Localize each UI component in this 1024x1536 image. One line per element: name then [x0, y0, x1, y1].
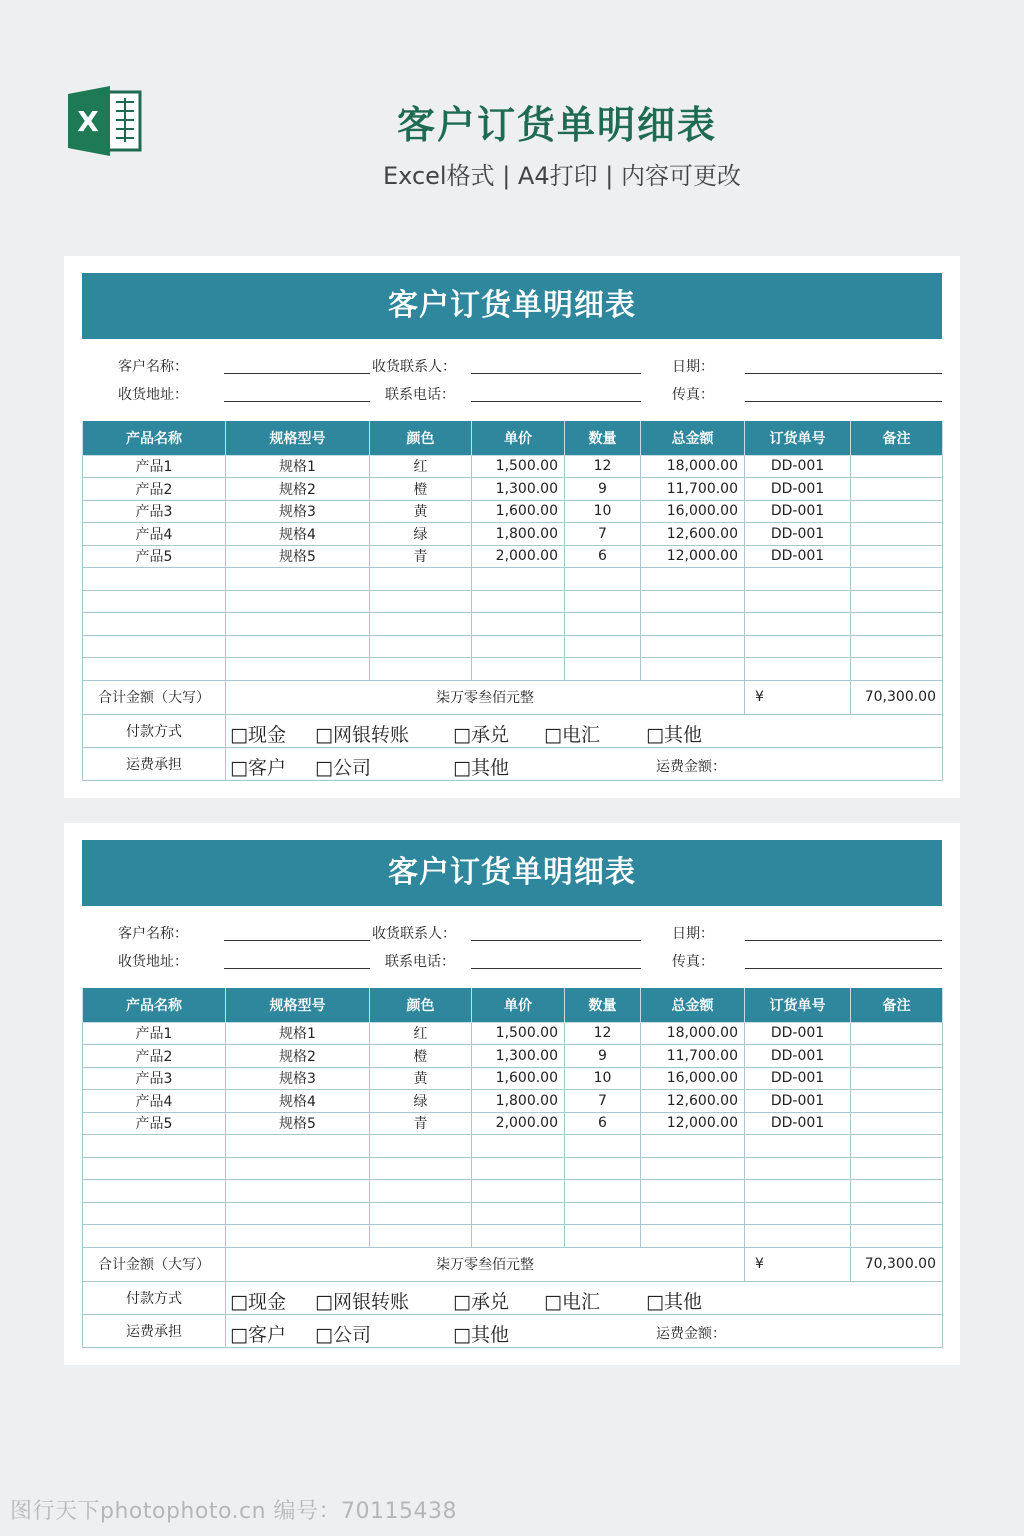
col-order-no: 订货单号 [745, 988, 851, 1022]
page-header [0, 0, 1024, 230]
cell[interactable] [851, 635, 943, 658]
payment-options [226, 1281, 943, 1314]
cell[interactable] [472, 568, 565, 591]
total-amount[interactable]: 70,300.00 [851, 680, 943, 714]
cell[interactable] [83, 635, 226, 658]
cell[interactable]: DD-001 [745, 1112, 851, 1135]
freight-company-checkbox[interactable]: □公司 [315, 756, 371, 779]
col-color: 颜色 [370, 988, 472, 1022]
page-title: 客户订货单明细表 [396, 103, 717, 147]
cell[interactable] [83, 613, 226, 636]
payment-bank-transfer-checkbox[interactable]: □网银转账 [315, 1290, 409, 1313]
payment-wire-checkbox[interactable]: □电汇 [544, 723, 600, 746]
table-row [83, 1090, 943, 1113]
col-total: 总金额 [641, 988, 745, 1022]
cell[interactable] [565, 1157, 641, 1180]
col-product-name: 产品名称 [83, 988, 226, 1022]
cell[interactable] [226, 568, 370, 591]
cell[interactable] [565, 613, 641, 636]
cell[interactable] [472, 1225, 565, 1248]
total-row [83, 680, 943, 714]
col-remark: 备注 [851, 421, 943, 455]
freight-row [83, 1314, 943, 1347]
cell[interactable] [565, 1225, 641, 1248]
table-row [83, 500, 943, 523]
total-label: 合计金额（大写） [83, 680, 226, 714]
cell[interactable] [851, 658, 943, 681]
cell[interactable]: 产品1 [83, 455, 226, 478]
freight-other-checkbox[interactable]: □其他 [453, 756, 509, 779]
cell[interactable]: 青 [370, 1112, 472, 1135]
cell[interactable] [851, 590, 943, 613]
cell[interactable] [745, 1202, 851, 1225]
info-row-1 [82, 917, 942, 945]
cell[interactable]: 橙 [370, 1045, 472, 1068]
currency-symbol: ¥ [745, 680, 851, 714]
cell[interactable] [565, 635, 641, 658]
cell[interactable] [83, 590, 226, 613]
cell[interactable]: 12,000.00 [641, 545, 745, 568]
cell[interactable]: 产品2 [83, 1045, 226, 1068]
cell[interactable]: 规格1 [226, 455, 370, 478]
cell[interactable]: DD-001 [745, 455, 851, 478]
cell[interactable]: 产品4 [83, 523, 226, 546]
payment-acceptance-checkbox[interactable]: □承兑 [453, 1290, 509, 1313]
cell[interactable]: 11,700.00 [641, 1045, 745, 1068]
cell[interactable]: 产品5 [83, 545, 226, 568]
cell[interactable] [83, 1180, 226, 1203]
cell[interactable] [83, 658, 226, 681]
payment-bank-transfer-checkbox[interactable]: □网银转账 [315, 723, 409, 746]
freight-customer-checkbox[interactable]: □客户 [230, 1323, 286, 1346]
cell[interactable] [83, 1225, 226, 1248]
payment-wire-checkbox[interactable]: □电汇 [544, 1290, 600, 1313]
excel-logo-letter: X [77, 105, 99, 138]
info-row-2 [82, 945, 942, 973]
table-header-row [83, 421, 943, 455]
payment-row [83, 1281, 943, 1314]
cell[interactable] [370, 1225, 472, 1248]
fax-field[interactable] [745, 968, 942, 969]
info-row-2 [82, 378, 942, 406]
receiver-field[interactable] [471, 373, 641, 374]
cell[interactable]: 规格2 [226, 478, 370, 501]
payment-label: 付款方式 [83, 714, 226, 747]
freight-options [226, 1314, 943, 1347]
cell[interactable] [226, 1157, 370, 1180]
date-label: 日期： [672, 359, 714, 375]
cell[interactable] [565, 590, 641, 613]
cell[interactable]: DD-001 [745, 1067, 851, 1090]
table-row [83, 545, 943, 568]
cell[interactable] [472, 590, 565, 613]
freight-label: 运费承担 [83, 1314, 226, 1347]
payment-row [83, 714, 943, 747]
freight-row [83, 747, 943, 780]
cell[interactable] [745, 1157, 851, 1180]
cell[interactable] [226, 1180, 370, 1203]
cell[interactable] [83, 1135, 226, 1158]
cell[interactable] [370, 1180, 472, 1203]
cell[interactable] [370, 1135, 472, 1158]
cell[interactable]: 6 [565, 545, 641, 568]
cell[interactable]: 1,300.00 [472, 1045, 565, 1068]
order-table [82, 421, 943, 781]
cell[interactable] [641, 1202, 745, 1225]
table-row [83, 1022, 943, 1045]
receiver-label: 收货联系人： [372, 359, 456, 375]
empty-row [83, 1135, 943, 1158]
cell[interactable]: DD-001 [745, 1090, 851, 1113]
cell[interactable]: DD-001 [745, 500, 851, 523]
cell[interactable] [370, 658, 472, 681]
cell[interactable] [745, 635, 851, 658]
cell[interactable]: 9 [565, 478, 641, 501]
order-sheet-2 [64, 823, 960, 1365]
payment-cash-checkbox[interactable]: □现金 [230, 1290, 286, 1313]
cell[interactable] [745, 568, 851, 591]
date-label: 日期： [672, 926, 714, 942]
cell[interactable]: 规格5 [226, 1112, 370, 1135]
cell[interactable]: 6 [565, 1112, 641, 1135]
cell[interactable]: DD-001 [745, 523, 851, 546]
empty-row [83, 1180, 943, 1203]
col-total: 总金额 [641, 421, 745, 455]
cell[interactable] [565, 1202, 641, 1225]
cell[interactable] [226, 590, 370, 613]
total-label: 合计金额（大写） [83, 1247, 226, 1281]
empty-row [83, 635, 943, 658]
table-row [83, 523, 943, 546]
cell[interactable]: 2,000.00 [472, 1112, 565, 1135]
date-field[interactable] [745, 373, 942, 374]
cell[interactable]: 9 [565, 1045, 641, 1068]
cell[interactable] [370, 568, 472, 591]
empty-row [83, 658, 943, 681]
cell[interactable]: 7 [565, 523, 641, 546]
cell[interactable] [745, 658, 851, 681]
cell[interactable]: 18,000.00 [641, 455, 745, 478]
cell[interactable] [641, 658, 745, 681]
sheet-title: 客户订货单明细表 [82, 840, 942, 906]
payment-options [226, 714, 943, 747]
cell[interactable]: 1,300.00 [472, 478, 565, 501]
cell[interactable] [641, 1157, 745, 1180]
cell[interactable] [370, 613, 472, 636]
cell[interactable]: 产品3 [83, 1067, 226, 1090]
cell[interactable] [641, 1135, 745, 1158]
cell[interactable]: DD-001 [745, 1045, 851, 1068]
col-color: 颜色 [370, 421, 472, 455]
cell[interactable]: 产品1 [83, 1022, 226, 1045]
cell[interactable] [472, 635, 565, 658]
cell[interactable]: 黄 [370, 1067, 472, 1090]
cell[interactable] [851, 1090, 943, 1113]
cell[interactable]: 绿 [370, 523, 472, 546]
fax-label: 传真： [672, 954, 714, 970]
col-remark: 备注 [851, 988, 943, 1022]
cell[interactable] [641, 613, 745, 636]
cell[interactable] [851, 568, 943, 591]
col-spec: 规格型号 [226, 421, 370, 455]
col-quantity: 数量 [565, 421, 641, 455]
cell[interactable]: 规格1 [226, 1022, 370, 1045]
fax-field[interactable] [745, 401, 942, 402]
cell[interactable] [851, 1180, 943, 1203]
phone-label: 联系电话： [385, 387, 455, 403]
receiver-field[interactable] [471, 940, 641, 941]
total-amount[interactable]: 70,300.00 [851, 1247, 943, 1281]
fax-label: 传真： [672, 387, 714, 403]
freight-label: 运费承担 [83, 747, 226, 780]
sheet-title: 客户订货单明细表 [82, 273, 942, 339]
customer-name-field[interactable] [224, 940, 370, 941]
phone-field[interactable] [471, 968, 641, 969]
cell[interactable] [226, 1225, 370, 1248]
cell[interactable] [83, 1202, 226, 1225]
cell[interactable] [745, 590, 851, 613]
cell[interactable]: DD-001 [745, 545, 851, 568]
cell[interactable] [851, 500, 943, 523]
freight-customer-checkbox[interactable]: □客户 [230, 756, 286, 779]
watermark: 图行天下photophoto.cn 编号：70115438 [10, 1499, 458, 1524]
payment-acceptance-checkbox[interactable]: □承兑 [453, 723, 509, 746]
cell[interactable] [851, 1045, 943, 1068]
cell[interactable]: 12,600.00 [641, 1090, 745, 1113]
total-in-words[interactable]: 柒万零叁佰元整 [226, 680, 745, 714]
payment-cash-checkbox[interactable]: □现金 [230, 723, 286, 746]
empty-row [83, 613, 943, 636]
customer-name-label: 客户名称： [118, 926, 188, 942]
cell[interactable]: 产品2 [83, 478, 226, 501]
cell[interactable]: 绿 [370, 1090, 472, 1113]
cell[interactable]: 1,600.00 [472, 500, 565, 523]
freight-other-checkbox[interactable]: □其他 [453, 1323, 509, 1346]
cell[interactable]: 2,000.00 [472, 545, 565, 568]
cell[interactable] [226, 658, 370, 681]
payment-label: 付款方式 [83, 1281, 226, 1314]
date-field[interactable] [745, 940, 942, 941]
cell[interactable]: 青 [370, 545, 472, 568]
cell[interactable] [370, 590, 472, 613]
customer-name-field[interactable] [224, 373, 370, 374]
cell[interactable]: 10 [565, 500, 641, 523]
table-row [83, 1045, 943, 1068]
cell[interactable]: 产品4 [83, 1090, 226, 1113]
cell[interactable]: 规格4 [226, 523, 370, 546]
cell[interactable] [851, 1067, 943, 1090]
empty-row [83, 1225, 943, 1248]
payment-other-checkbox[interactable]: □其他 [646, 723, 702, 746]
cell[interactable] [641, 1180, 745, 1203]
table-row [83, 455, 943, 478]
cell[interactable] [851, 455, 943, 478]
freight-amount-label: 运费金额： [656, 758, 726, 775]
cell[interactable] [83, 568, 226, 591]
freight-company-checkbox[interactable]: □公司 [315, 1323, 371, 1346]
cell[interactable] [851, 1202, 943, 1225]
cell[interactable]: 12,600.00 [641, 523, 745, 546]
cell[interactable] [641, 568, 745, 591]
order-sheet-1 [64, 256, 960, 798]
cell[interactable]: 1,500.00 [472, 455, 565, 478]
cell[interactable] [565, 658, 641, 681]
cell[interactable]: 规格4 [226, 1090, 370, 1113]
cell[interactable] [565, 1180, 641, 1203]
freight-options [226, 747, 943, 780]
cell[interactable]: 1,800.00 [472, 1090, 565, 1113]
total-row [83, 1247, 943, 1281]
cell[interactable] [226, 635, 370, 658]
empty-row [83, 1157, 943, 1180]
cell[interactable] [370, 635, 472, 658]
cell[interactable]: 12,000.00 [641, 1112, 745, 1135]
table-row [83, 1067, 943, 1090]
cell[interactable] [226, 1202, 370, 1225]
empty-row [83, 568, 943, 591]
cell[interactable]: 规格3 [226, 500, 370, 523]
page-subtitle: Excel格式 | A4打印 | 内容可更改 [383, 162, 741, 190]
cell[interactable] [472, 1135, 565, 1158]
table-header-row [83, 988, 943, 1022]
receiver-label: 收货联系人： [372, 926, 456, 942]
cell[interactable] [370, 1157, 472, 1180]
cell[interactable]: 1,800.00 [472, 523, 565, 546]
address-field[interactable] [224, 401, 370, 402]
cell[interactable]: 16,000.00 [641, 1067, 745, 1090]
phone-field[interactable] [471, 401, 641, 402]
payment-other-checkbox[interactable]: □其他 [646, 1290, 702, 1313]
cell[interactable] [641, 590, 745, 613]
cell[interactable] [83, 1157, 226, 1180]
cell[interactable]: 1,600.00 [472, 1067, 565, 1090]
cell[interactable] [851, 545, 943, 568]
cell[interactable] [565, 1135, 641, 1158]
address-label: 收货地址： [118, 387, 188, 403]
table-row [83, 478, 943, 501]
cell[interactable] [851, 478, 943, 501]
cell[interactable] [641, 635, 745, 658]
cell[interactable] [472, 613, 565, 636]
cell[interactable]: 18,000.00 [641, 1022, 745, 1045]
empty-row [83, 1202, 943, 1225]
phone-label: 联系电话： [385, 954, 455, 970]
col-unit-price: 单价 [472, 988, 565, 1022]
currency-symbol: ¥ [745, 1247, 851, 1281]
cell[interactable] [472, 1180, 565, 1203]
cell[interactable]: DD-001 [745, 1022, 851, 1045]
cell[interactable]: 7 [565, 1090, 641, 1113]
cell[interactable] [226, 1135, 370, 1158]
cell[interactable] [851, 1112, 943, 1135]
cell[interactable]: 16,000.00 [641, 500, 745, 523]
col-product-name: 产品名称 [83, 421, 226, 455]
cell[interactable] [745, 1225, 851, 1248]
cell[interactable] [851, 1225, 943, 1248]
empty-row [83, 590, 943, 613]
cell[interactable]: 红 [370, 455, 472, 478]
cell[interactable]: 产品5 [83, 1112, 226, 1135]
cell[interactable]: DD-001 [745, 478, 851, 501]
cell[interactable]: 12 [565, 1022, 641, 1045]
address-field[interactable] [224, 968, 370, 969]
cell[interactable]: 11,700.00 [641, 478, 745, 501]
cell[interactable]: 10 [565, 1067, 641, 1090]
cell[interactable] [851, 1135, 943, 1158]
freight-amount-label: 运费金额： [656, 1325, 726, 1342]
cell[interactable] [641, 1225, 745, 1248]
cell[interactable] [851, 1157, 943, 1180]
cell[interactable] [851, 613, 943, 636]
cell[interactable] [472, 658, 565, 681]
cell[interactable] [851, 1022, 943, 1045]
cell[interactable] [745, 1135, 851, 1158]
col-spec: 规格型号 [226, 988, 370, 1022]
cell[interactable]: 红 [370, 1022, 472, 1045]
info-row-1 [82, 350, 942, 378]
cell[interactable] [226, 613, 370, 636]
cell[interactable] [745, 1180, 851, 1203]
col-unit-price: 单价 [472, 421, 565, 455]
cell[interactable]: 橙 [370, 478, 472, 501]
customer-name-label: 客户名称： [118, 359, 188, 375]
order-table [82, 988, 943, 1348]
address-label: 收货地址： [118, 954, 188, 970]
cell[interactable] [851, 523, 943, 546]
col-order-no: 订货单号 [745, 421, 851, 455]
cell[interactable]: 12 [565, 455, 641, 478]
cell[interactable]: 1,500.00 [472, 1022, 565, 1045]
col-quantity: 数量 [565, 988, 641, 1022]
cell[interactable]: 黄 [370, 500, 472, 523]
table-row [83, 1112, 943, 1135]
cell[interactable] [370, 1202, 472, 1225]
cell[interactable] [472, 1157, 565, 1180]
cell[interactable]: 规格3 [226, 1067, 370, 1090]
cell[interactable] [565, 568, 641, 591]
cell[interactable] [472, 1202, 565, 1225]
cell[interactable]: 产品3 [83, 500, 226, 523]
cell[interactable]: 规格5 [226, 545, 370, 568]
total-in-words[interactable]: 柒万零叁佰元整 [226, 1247, 745, 1281]
cell[interactable] [745, 613, 851, 636]
cell[interactable]: 规格2 [226, 1045, 370, 1068]
